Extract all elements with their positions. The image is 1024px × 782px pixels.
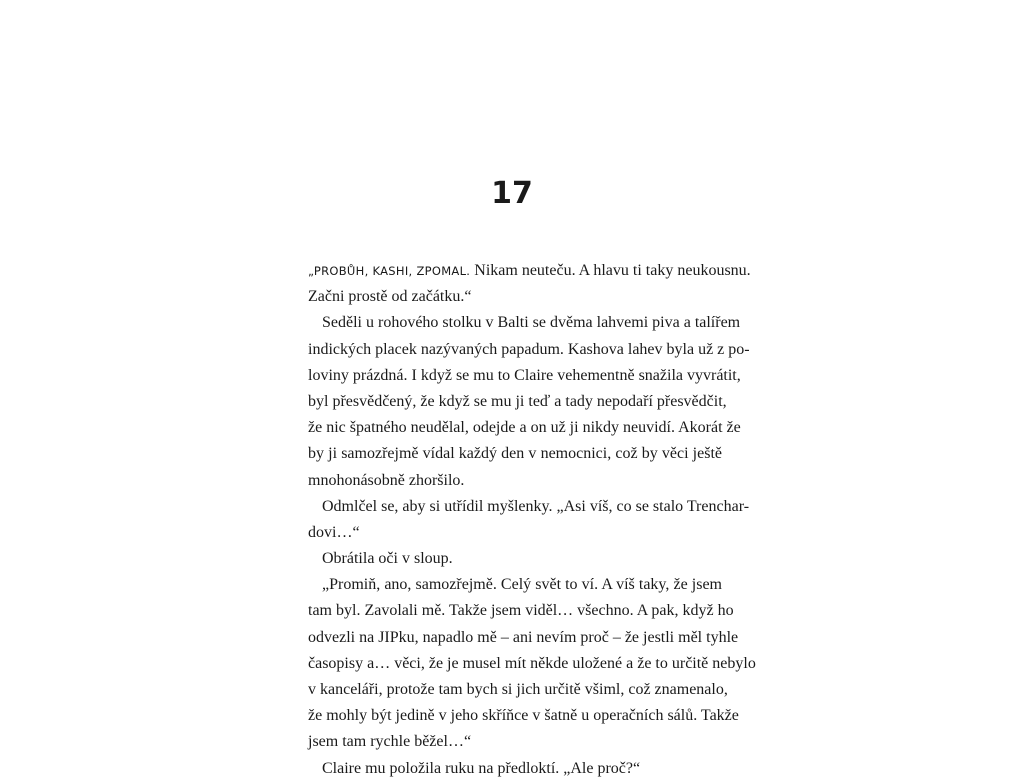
text-line: tam byl. Zavolali mě. Takže jsem viděl… všechno. A pak, když ho — [308, 602, 734, 620]
paragraph-start: Claire mu položila ruku na předloktí. „Ale proč?“ — [322, 759, 641, 777]
text-line: dovi…“ — [308, 523, 360, 541]
text-line: v kanceláři, protože tam bych si jich určitě všiml, což znamenalo, — [308, 681, 728, 698]
chapter-number: 17 — [491, 176, 533, 211]
text-line: odvezli na JIPku, napadlo mě – ani nevím proč – že jestli měl tyhle — [308, 628, 739, 646]
text-line: byl přesvědčený, že když se mu ji teď a tady nepodaří přesvědčit, — [308, 392, 727, 410]
paragraph-start: Obrátila oči v sloup. — [322, 550, 453, 568]
text-line: že mohly být jedině v jeho skříňce v šatně u operačních sálů. Takže — [308, 707, 739, 725]
text-line: indických placek nazývaných papadum. Kashova lahev byla už z po- — [308, 340, 750, 358]
body-text — [308, 258, 756, 782]
text-line — [308, 258, 751, 284]
paragraph-start: „Promiň, ano, samozřejmě. Celý svět to ví. A víš taky, že jsem — [322, 576, 722, 594]
text-line: mnohonásobně zhoršilo. — [308, 471, 465, 489]
paragraph-start: Seděli u rohového stolku v Balti se dvěma lahvemi piva a talířem — [322, 314, 741, 332]
text-line-rest: Nikam neuteču. A hlavu ti taky neukousnu. — [470, 262, 751, 279]
text-line: časopisy a… věci, že je musel mít někde uložené a že to určitě nebylo — [308, 654, 756, 672]
text-line: že nic špatného neudělal, odejde a on už ji nikdy neuvidí. Akorát že — [308, 419, 741, 437]
opening-small-caps: „PROBŮH, KASHI, ZPOMAL. — [308, 264, 471, 278]
text-line: loviny prázdná. I když se mu to Claire vehementně snažila vyvrátit, — [308, 366, 741, 384]
text-line: Začni prostě od začátku.“ — [308, 288, 472, 306]
paragraph-start: Odmlčel se, aby si utřídil myšlenky. „Asi víš, co se stalo Trenchar- — [322, 497, 750, 515]
text-line: by ji samozřejmě vídal každý den v nemocnici, což by věci ještě — [308, 445, 722, 463]
text-line: jsem tam rychle běžel…“ — [308, 733, 472, 751]
